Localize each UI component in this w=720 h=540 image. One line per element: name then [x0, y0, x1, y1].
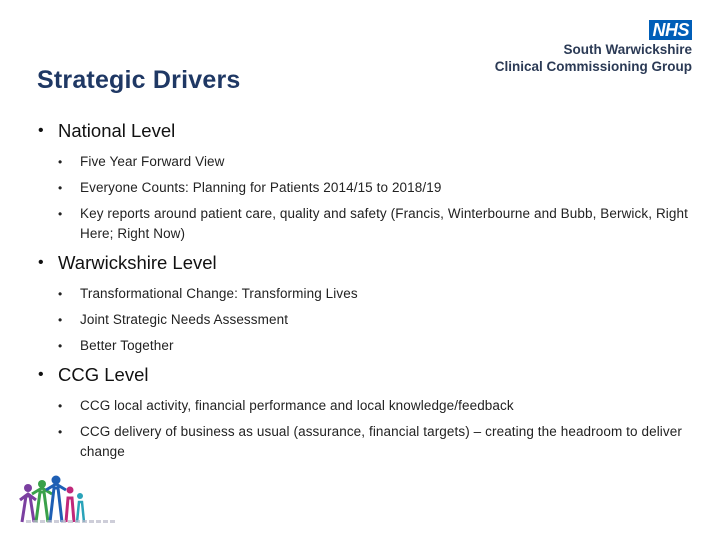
section-heading-label: Warwickshire Level: [58, 252, 217, 273]
bullet-icon: •: [58, 287, 63, 301]
section-heading-national: [38, 120, 688, 142]
org-name-line2: Clinical Commissioning Group: [494, 59, 692, 74]
bullet-icon: •: [58, 399, 63, 413]
list-item: [58, 284, 688, 304]
list-item-text: Transformational Change: Transforming Lives: [80, 286, 358, 301]
section-items-warwickshire: [58, 284, 688, 356]
page-title: Strategic Drivers: [37, 66, 241, 94]
list-item-text: Everyone Counts: Planning for Patients 2014/15 to 2018/19: [80, 180, 442, 195]
list-item: [58, 204, 688, 244]
slide-content: [38, 120, 688, 468]
bullet-icon: •: [58, 339, 63, 353]
list-item-text: Five Year Forward View: [80, 154, 225, 169]
list-item-text: Joint Strategic Needs Assessment: [80, 312, 289, 327]
section-heading-warwickshire: [38, 252, 688, 274]
bullet-icon: •: [58, 313, 63, 327]
list-item: [58, 396, 688, 416]
person-figure-icon: [46, 476, 66, 523]
bullet-icon: •: [58, 207, 63, 221]
list-item-text: Better Together: [80, 338, 174, 353]
list-item: [58, 310, 688, 330]
list-item: [58, 422, 688, 462]
bullet-icon: •: [38, 254, 44, 271]
person-figure-icon: [77, 493, 84, 522]
bullet-icon: •: [58, 181, 63, 195]
bullet-icon: •: [58, 155, 63, 169]
list-item: [58, 336, 688, 356]
org-name-line1: South Warwickshire: [563, 42, 692, 57]
person-figure-icon: [20, 484, 36, 522]
nhs-badge: NHS: [649, 20, 692, 40]
list-item: [58, 178, 688, 198]
bullet-icon: •: [58, 425, 63, 439]
section-heading-label: CCG Level: [58, 364, 149, 385]
section-heading-ccg: [38, 364, 688, 386]
section-items-national: [58, 152, 688, 244]
bullet-icon: •: [38, 366, 44, 383]
list-item-text: CCG delivery of business as usual (assurance, financial targets) – creating the headroom to deliver change: [80, 424, 682, 459]
logo-caption-decoration: [26, 520, 116, 523]
list-item-text: Key reports around patient care, quality and safety (Francis, Winterbourne and Bubb, Berwick, Right Here; Right Now): [80, 206, 688, 241]
org-logo: [495, 20, 692, 75]
list-item: [58, 152, 688, 172]
section-heading-label: National Level: [58, 120, 176, 141]
section-items-ccg: [58, 396, 688, 462]
list-item-text: CCG local activity, financial performance and local knowledge/feedback: [80, 398, 514, 413]
bullet-icon: •: [38, 122, 44, 139]
person-figure-icon: [66, 487, 74, 523]
